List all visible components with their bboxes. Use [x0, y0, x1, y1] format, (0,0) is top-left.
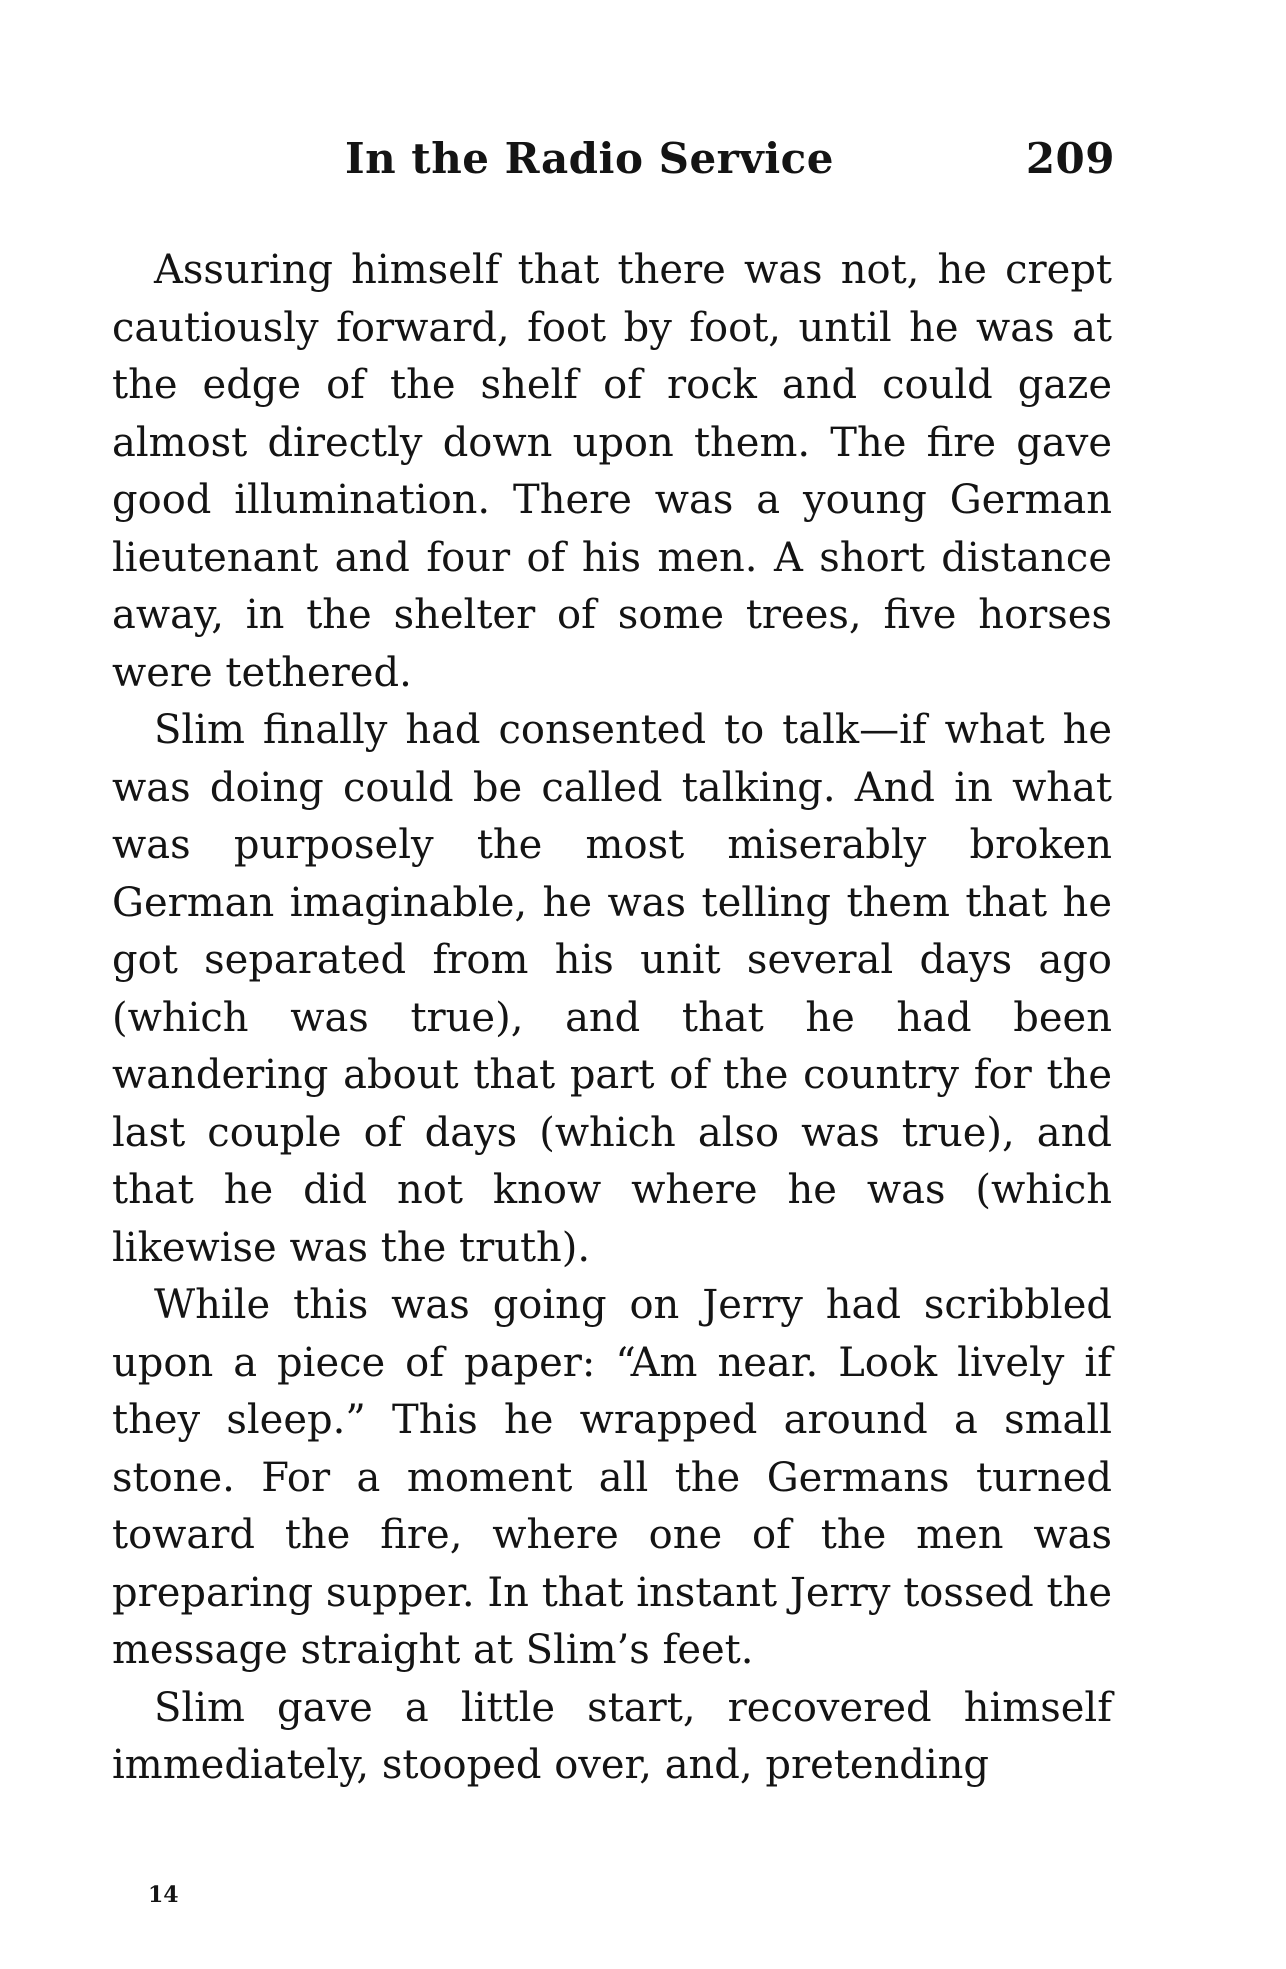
running-head: [345, 128, 1115, 188]
paragraph: Slim finally had consented to talk—if what he was doing could be called talking. And in what was purposely the most miserably broken German imaginable, he was telling them that he got separated from his unit several days ago (which was true), and that he had been wandering about that part of the country for the last couple of days (which also was true), and that he did not know where he was (which likewise was the truth).: [112, 707, 1112, 1271]
running-title: In the Radio Service: [345, 133, 834, 183]
body-text: [112, 242, 1112, 1795]
paragraph: Assuring himself that there was not, he crept cautiously forward, foot by foot, until he was at the edge of the shelf of rock and could gaze almost directly down upon them. The fire gave good illumination. There was a young German lieutenant and four of his men. A short distance away, in the shelter of some trees, five horses were tethered.: [112, 247, 1112, 696]
signature-mark: 14: [148, 1882, 179, 1908]
page-number: 209: [1025, 133, 1115, 183]
paragraph: While this was going on Jerry had scribbled upon a piece of paper: “Am near. Look lively if they sleep.” This he wrapped around a small stone. For a moment all the Germans turned toward the fire, where one of the men was preparing supper. In that instant Jerry tossed the message straight at Slim’s feet.: [112, 1282, 1112, 1673]
paragraph: Slim gave a little start, recovered himself immediately, stooped over, and, pretending: [112, 1684, 1112, 1788]
